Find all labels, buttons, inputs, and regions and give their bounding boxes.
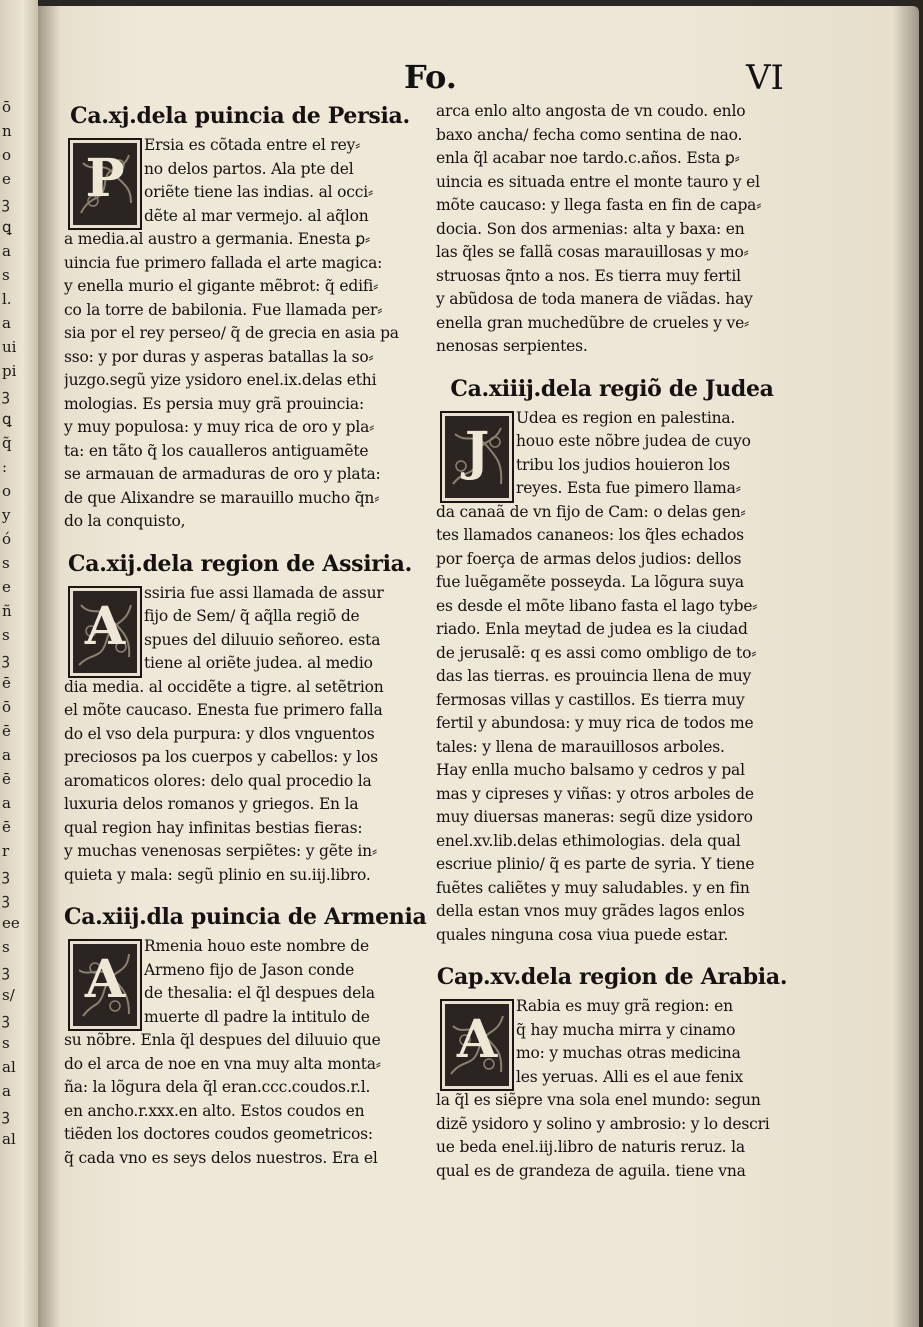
opposite-page-fragment: ē bbox=[2, 722, 11, 740]
text-line: y enella murio el gigante mẽbrot: q̃ edifi⸗ bbox=[64, 277, 379, 295]
text-line: y muchas venenosas serpiẽtes: y gẽte in⸗ bbox=[64, 842, 377, 860]
text-line: y abũdosa de toda manera de viãdas. hay bbox=[436, 290, 753, 308]
opposite-page-fragment: ō bbox=[2, 698, 12, 716]
text-line: baxo ancha/ fecha como sentina de nao. bbox=[436, 125, 743, 144]
opposite-page-fragment: s bbox=[2, 626, 10, 644]
opposite-page-fragment: ꝫ bbox=[2, 866, 10, 884]
opposite-page-fragment: s bbox=[2, 554, 10, 572]
initial-letter: P bbox=[85, 148, 125, 209]
opposite-page-fragment: ꝫ bbox=[2, 194, 10, 212]
text-line: qual region hay infinitas bestias fieras: bbox=[64, 818, 363, 837]
text-line: arca enlo alto angosta de vn coudo. enlo bbox=[436, 102, 746, 120]
text-line: tiene al oriẽte judea. al medio bbox=[144, 654, 373, 672]
text-line: struosas q̃nto a nos. Es tierra muy fertil bbox=[436, 266, 741, 285]
opposite-page-fragment: l. bbox=[2, 290, 12, 308]
decorated-initial-a bbox=[68, 939, 142, 1031]
right-column bbox=[436, 100, 788, 1183]
text-line: no delos partos. Ala pte del bbox=[144, 159, 354, 178]
section-gap bbox=[64, 534, 416, 548]
chapter-heading-armenia: Ca.xiij.dla puincia de Armenia bbox=[64, 904, 427, 930]
opposite-page-fragment: ꝫ bbox=[2, 1106, 10, 1124]
text-line: se armauan de armaduras de oro y plata: bbox=[64, 465, 381, 483]
text-line: en ancho.r.xxx.en alto. Estos coudos en bbox=[64, 1101, 365, 1120]
text-line: do el arca de noe en vna muy alta monta⸗ bbox=[64, 1054, 381, 1073]
decorated-initial-a bbox=[68, 586, 142, 678]
text-line: preciosos pa los cuerpos y cabellos: y los bbox=[64, 748, 378, 766]
opposite-page-fragment: ñ bbox=[2, 602, 12, 620]
text-line: della estan vnos muy grãdes lagos enlos bbox=[436, 902, 745, 920]
opposite-page-fragment: o bbox=[2, 146, 12, 164]
initial-letter: A bbox=[84, 949, 126, 1010]
chapter-heading-persia: Ca.xj.dela puincia de Persia. bbox=[70, 103, 410, 129]
text-line: mologias. Es persia muy grã prouincia: bbox=[64, 394, 364, 413]
opposite-page-fragment: : bbox=[2, 458, 8, 476]
text-line: las q̃les se fallã cosas marauillosas y mo⸗ bbox=[436, 243, 749, 261]
text-line: sia por el rey perseo/ q̃ de grecia en asia pa bbox=[64, 324, 399, 342]
opposite-page-fragment: s bbox=[2, 266, 10, 284]
text-line: Udea es region en palestina. bbox=[516, 408, 736, 427]
text-line: tes llamados cananeos: los q̃les echados bbox=[436, 526, 744, 544]
section-persia bbox=[64, 134, 416, 534]
opposite-page-fragment: e bbox=[2, 578, 11, 596]
decorated-initial-j bbox=[440, 411, 514, 503]
text-line: quales ninguna cosa viua puede estar. bbox=[436, 925, 729, 944]
opposite-page-fragment: r bbox=[2, 842, 10, 860]
opposite-page-fragment: a bbox=[2, 794, 11, 812]
opposite-page-fragment: ee bbox=[2, 914, 20, 932]
text-line: escriue plinio/ q̃ es parte de syria. Y tiene bbox=[436, 855, 755, 873]
opposite-page-fragment: al bbox=[2, 1130, 16, 1148]
text-line: juzgo.segũ yize ysidoro enel.ix.delas ethi bbox=[64, 371, 377, 389]
text-line: y muy populosa: y muy rica de oro y pla⸗ bbox=[64, 418, 375, 436]
text-line: ue beda enel.iij.libro de naturis reruz. la bbox=[436, 1138, 745, 1156]
opposite-page-fragment: a bbox=[2, 746, 11, 764]
text-line: quieta y mala: segũ plinio en su.iij.libro. bbox=[64, 865, 371, 884]
text-line: tribu los judios houieron los bbox=[516, 455, 731, 474]
text-line: oriẽte tiene las indias. al occi⸗ bbox=[144, 183, 373, 201]
text-line: fue luẽgamẽte posseyda. La lõgura suya bbox=[436, 573, 744, 591]
opposite-page-fragment: ē bbox=[2, 770, 11, 788]
opposite-page-fragment: ꝗ bbox=[2, 218, 12, 236]
text-line: das las tierras. es prouincia llena de muy bbox=[436, 667, 752, 685]
text-line: sso: y por duras y asperas batallas la so⸗ bbox=[64, 347, 374, 366]
opposite-page-fragment: o bbox=[2, 482, 12, 500]
folio-number: VI bbox=[746, 58, 784, 98]
text-line: fijo de Sem/ q̃ aq̃lla regiõ de bbox=[144, 607, 360, 625]
initial-letter: J bbox=[464, 420, 490, 482]
text-line: q̃ hay mucha mirra y cinamo bbox=[516, 1020, 736, 1039]
initial-letter: A bbox=[84, 595, 126, 657]
text-line: Hay enlla mucho balsamo y cedros y pal bbox=[436, 761, 745, 779]
opposite-page-fragment: e bbox=[2, 170, 11, 188]
text-line: riado. Enla meytad de judea es la ciudad bbox=[436, 620, 748, 638]
text-line: ta: en tãto q̃ los caualleros antiguamẽte bbox=[64, 441, 369, 460]
opposite-page-fragment: ō bbox=[2, 98, 12, 116]
opposite-page-edge bbox=[0, 0, 38, 1327]
section-gap bbox=[436, 947, 788, 961]
text-line: fertil y abundosa: y muy rica de todos me bbox=[436, 714, 754, 732]
text-line: ssiria fue assi llamada de assur bbox=[144, 583, 384, 602]
text-line: el mõte caucaso. Enesta fue primero falla bbox=[64, 701, 383, 719]
opposite-page-fragment: n bbox=[2, 122, 12, 140]
text-line: de que Alixandre se marauillo mucho q̃n⸗ bbox=[64, 488, 380, 507]
opposite-page-fragment: a bbox=[2, 314, 11, 332]
opposite-page-fragment: s/ bbox=[2, 986, 15, 1004]
opposite-page-fragment: ꝫ bbox=[2, 962, 10, 980]
opposite-page-fragment: a bbox=[2, 1082, 11, 1100]
text-line: la q̃l es siẽpre vna sola enel mundo: segun bbox=[436, 1091, 761, 1109]
gutter-shadow bbox=[38, 6, 60, 1327]
opposite-page-fragment: ē bbox=[2, 818, 11, 836]
text-line: de thesalia: el q̃l despues dela bbox=[144, 984, 375, 1002]
decorated-initial-p bbox=[68, 138, 142, 230]
text-line: enla q̃l acabar noe tardo.c.años. Esta ꝑ⸗ bbox=[436, 149, 740, 167]
text-line: fermosas villas y castillos. Es tierra muy bbox=[436, 690, 745, 709]
text-line: enella gran muchedũbre de crueles y ve⸗ bbox=[436, 313, 750, 332]
text-line: a media.al austro a germania. Enesta ꝑ⸗ bbox=[64, 230, 370, 248]
initial-letter: A bbox=[456, 1009, 498, 1070]
opposite-page-fragment: s bbox=[2, 1034, 10, 1052]
text-line: uincia fue primero fallada el arte magica: bbox=[64, 253, 383, 272]
text-line: houo este nõbre judea de cuyo bbox=[516, 432, 751, 450]
opposite-page-fragment: pi bbox=[2, 362, 17, 380]
text-line: ña: la lõgura dela q̃l eran.ccc.coudos.r.l. bbox=[64, 1078, 371, 1096]
text-line: luxuria delos romanos y griegos. En la bbox=[64, 795, 359, 813]
chapter-heading-judea: Ca.xiiij.dela regiõ de Judea bbox=[450, 375, 774, 402]
text-line: dizẽ ysidoro y solino y ambrosio: y lo descri bbox=[436, 1114, 770, 1133]
opposite-page-fragment: q̃ bbox=[2, 434, 12, 452]
text-line: es desde el mõte libano fasta el lago tybe⸗ bbox=[436, 596, 758, 615]
section-asiria bbox=[64, 582, 416, 888]
text-line: aromaticos olores: delo qual procedio la bbox=[64, 771, 372, 790]
text-line: Armeno fijo de Jason conde bbox=[144, 960, 355, 979]
opposite-page-fragment: ui bbox=[2, 338, 17, 356]
text-line: muy diuersas maneras: segũ dize ysidoro bbox=[436, 808, 753, 826]
text-line: muerte dl padre la intitulo de bbox=[144, 1007, 370, 1026]
section-armenia bbox=[64, 935, 416, 1170]
page-edge-shadow bbox=[893, 0, 923, 1327]
text-line: Rmenia houo este nombre de bbox=[144, 937, 369, 955]
decorated-initial-a bbox=[440, 999, 514, 1091]
text-line: por foerça de armas delos judios: dellos bbox=[436, 549, 742, 568]
section-gap bbox=[64, 887, 416, 901]
text-line: do el vso dela purpura: y dlos vnguentos bbox=[64, 724, 375, 743]
text-line: da canaã de vn fijo de Cam: o delas gen⸗ bbox=[436, 502, 746, 521]
opposite-page-fragment: ó bbox=[2, 530, 12, 548]
text-line: mõte caucaso: y llega fasta en fin de capa⸗ bbox=[436, 196, 762, 214]
chapter-heading-arabia: Cap.xv.dela region de Arabia. bbox=[436, 964, 788, 990]
chapter-heading-asiria: Ca.xij.dela region de Assiria. bbox=[68, 550, 412, 577]
text-line: co la torre de babilonia. Fue llamada per⸗ bbox=[64, 300, 383, 319]
text-line: enel.xv.lib.delas ethimologias. dela qual bbox=[436, 831, 741, 850]
section-gap bbox=[436, 359, 788, 373]
left-column bbox=[64, 100, 427, 1170]
opposite-page-fragment: ꝫ bbox=[2, 890, 10, 908]
text-line: docia. Son dos armenias: alta y baxa: en bbox=[436, 219, 745, 238]
folio-label: Fo. bbox=[404, 58, 457, 96]
opposite-page-fragment: ꝫ bbox=[2, 650, 10, 668]
text-line: nenosas serpientes. bbox=[436, 337, 588, 355]
text-line: dẽte al mar vermejo. al aq̃lon bbox=[144, 206, 369, 225]
text-line: qual es de grandeza de aguila. tiene vna bbox=[436, 1161, 746, 1180]
text-line: de jerusalẽ: q es assi como ombligo de to⸗ bbox=[436, 643, 757, 662]
text-line: fuẽtes caliẽtes y muy saludables. y en fin bbox=[436, 878, 750, 897]
opposite-page-fragment: a bbox=[2, 242, 11, 260]
opposite-page-fragment: ꝫ bbox=[2, 386, 10, 404]
text-line: uincia es situada entre el monte tauro y el bbox=[436, 172, 760, 191]
text-line: les yeruas. Alli es el aue fenix bbox=[516, 1067, 744, 1086]
text-line: mas y cipreses y viñas: y otros arboles de bbox=[436, 784, 754, 803]
text-line: dia media. al occidẽte a tigre. al setẽtrion bbox=[64, 677, 384, 696]
section-judea bbox=[436, 407, 788, 948]
text-line: Ersia es cõtada entre el rey⸗ bbox=[144, 136, 361, 154]
text-line: mo: y muchas otras medicina bbox=[516, 1044, 741, 1062]
opposite-page-fragment: al bbox=[2, 1058, 16, 1076]
text-line: q̃ cada vno es seys delos nuestros. Era el bbox=[64, 1148, 378, 1167]
section-arabia bbox=[436, 995, 788, 1183]
text-line: reyes. Esta fue pimero llama⸗ bbox=[516, 479, 741, 497]
text-line: su nõbre. Enla q̃l despues del diluuio que bbox=[64, 1031, 381, 1049]
text-line: do la conquisto, bbox=[64, 512, 186, 530]
text-line: Rabia es muy grã region: en bbox=[516, 997, 733, 1015]
opposite-page-fragment: ꝗ bbox=[2, 410, 12, 428]
opposite-page-fragment: s bbox=[2, 938, 10, 956]
text-line: spues del diluuio señoreo. esta bbox=[144, 630, 381, 649]
opposite-page-fragment: ē bbox=[2, 674, 11, 692]
opposite-page-fragment: y bbox=[2, 506, 11, 524]
opposite-page-fragment: ꝫ bbox=[2, 1010, 10, 1028]
text-line: tiẽden los doctores coudos geometricos: bbox=[64, 1125, 373, 1143]
text-line: tales: y llena de marauillosos arboles. bbox=[436, 737, 725, 756]
